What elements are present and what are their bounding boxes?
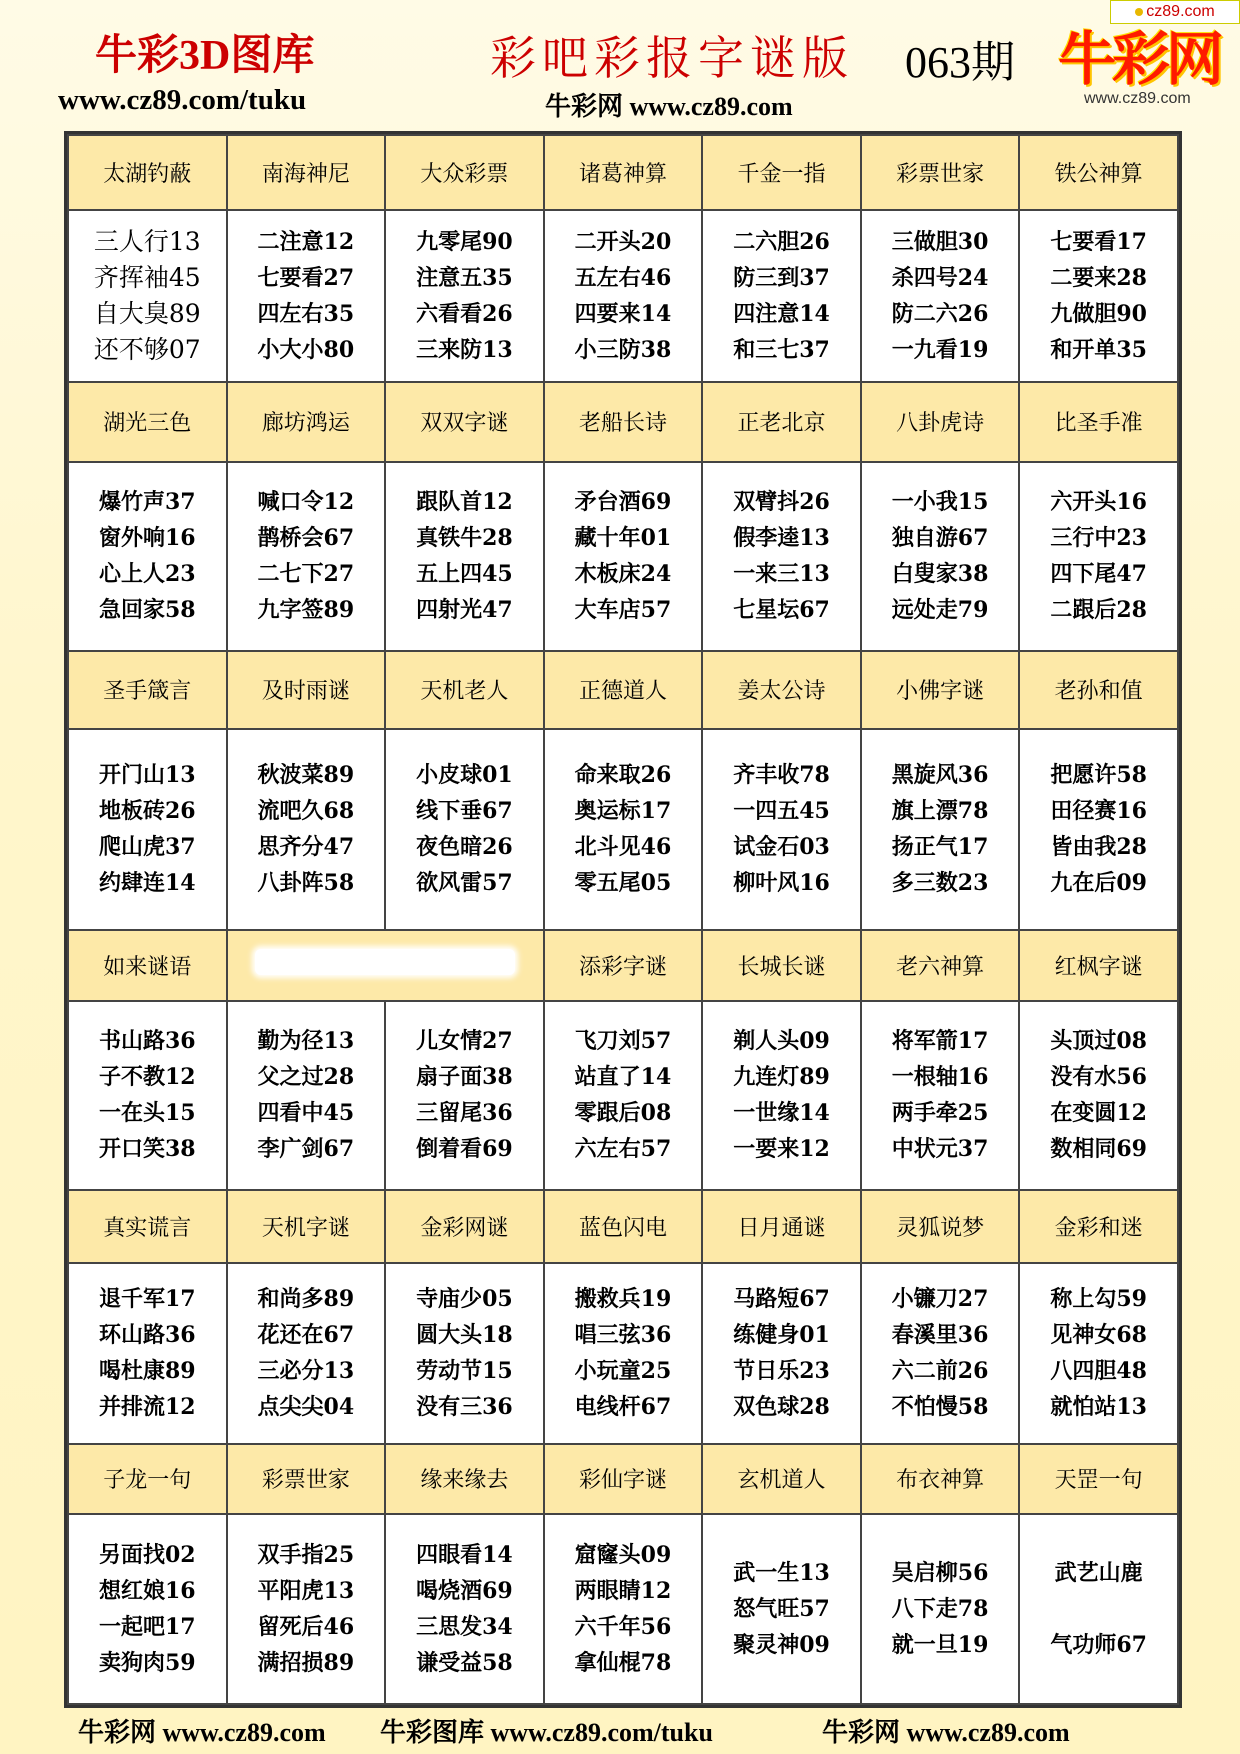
riddle-line: 防二六26 xyxy=(891,301,989,327)
riddle-line: 小玩童25 xyxy=(574,1358,672,1385)
riddle-line: 四看中45 xyxy=(257,1100,355,1127)
riddle-line: 扇子面38 xyxy=(416,1064,513,1091)
riddle-cell xyxy=(861,210,1020,381)
riddle-line: 白叟家38 xyxy=(891,561,989,588)
riddle-line: 注意五35 xyxy=(416,265,513,291)
riddle-line: 并排流12 xyxy=(98,1394,196,1421)
column-title: 彩票世家 xyxy=(227,1444,386,1515)
riddle-line: 就怕站13 xyxy=(1050,1394,1147,1421)
riddle-line: 六开头16 xyxy=(1050,489,1147,516)
page-header xyxy=(0,0,1240,125)
riddle-line: 没有水56 xyxy=(1050,1064,1147,1091)
column-title: 子龙一句 xyxy=(68,1444,227,1515)
riddle-line: 三必分13 xyxy=(257,1358,355,1385)
riddle-line: 二六胆26 xyxy=(733,229,830,255)
riddle-line: 满招损89 xyxy=(257,1650,355,1677)
riddle-line: 另面找02 xyxy=(98,1542,196,1569)
column-title: 小佛字谜 xyxy=(861,651,1020,729)
riddle-line: 小三防38 xyxy=(574,337,672,363)
logo-wordmark: 牛彩网 xyxy=(1058,25,1221,93)
riddle-line: 三行中23 xyxy=(1050,525,1147,552)
riddle-line: 双臂抖26 xyxy=(733,489,830,516)
riddle-line: 书山路36 xyxy=(98,1028,196,1055)
column-title: 彩票世家 xyxy=(861,135,1020,210)
riddle-cell xyxy=(385,729,544,930)
riddle-line: 唱三弦36 xyxy=(574,1322,672,1349)
riddle-line: 秋波菜89 xyxy=(257,762,355,789)
column-title: 天罡一句 xyxy=(1019,1444,1178,1515)
riddle-line: 两手牵25 xyxy=(891,1100,989,1127)
riddle-line: 把愿许58 xyxy=(1050,762,1147,789)
riddle-line: 喊口令12 xyxy=(257,489,355,516)
riddle-line: 三留尾36 xyxy=(416,1100,513,1127)
riddle-cell xyxy=(544,729,703,930)
brand-url[interactable]: www.cz89.com/tuku xyxy=(58,84,307,116)
brand-title: 牛彩3D图库 xyxy=(95,33,315,79)
riddle-line: 二要来28 xyxy=(1050,265,1147,291)
riddle-line: 爆竹声37 xyxy=(98,489,196,516)
section-title-row xyxy=(68,651,1178,729)
riddle-line: 九字签89 xyxy=(257,597,355,624)
riddle-line: 武一生13 xyxy=(733,1560,830,1587)
riddle-line: 儿女情27 xyxy=(416,1028,513,1055)
riddle-content-row xyxy=(68,1001,1178,1191)
riddle-content-row xyxy=(68,462,1178,652)
riddle-cell xyxy=(227,1001,386,1191)
riddle-line: 三思发34 xyxy=(416,1614,513,1641)
riddle-line xyxy=(1020,1591,1177,1627)
riddle-cell xyxy=(1019,462,1178,652)
riddle-line: 武艺山鹿 xyxy=(1054,1560,1143,1587)
riddle-line: 九零尾90 xyxy=(416,229,513,255)
riddle-cell xyxy=(1019,1514,1178,1704)
riddle-line: 黑旋风36 xyxy=(891,762,989,789)
riddle-cell xyxy=(385,210,544,381)
riddle-line: 跟队首12 xyxy=(416,489,513,516)
riddle-line: 八四胆48 xyxy=(1050,1358,1147,1385)
riddle-cell xyxy=(1019,1263,1178,1443)
riddle-line: 杀四号24 xyxy=(891,265,989,291)
riddle-line: 花还在67 xyxy=(257,1322,355,1349)
column-title: 及时雨谜 xyxy=(227,651,386,729)
riddle-line: 就一旦19 xyxy=(891,1632,989,1659)
riddle-line: 喝烧酒69 xyxy=(416,1578,513,1605)
column-title: 如来谜语 xyxy=(68,930,227,1001)
riddle-cell xyxy=(68,1001,227,1191)
column-title: 铁公神算 xyxy=(1019,135,1178,210)
riddle-line: 卖狗肉59 xyxy=(98,1650,196,1677)
column-title: 老六神算 xyxy=(861,930,1020,1001)
riddle-line: 电线杆67 xyxy=(574,1394,672,1421)
riddle-line: 剃人头09 xyxy=(733,1028,830,1055)
riddle-line: 奥运标17 xyxy=(574,798,672,825)
footer-link-middle[interactable]: 牛彩图库 www.cz89.com/tuku xyxy=(380,1718,713,1747)
column-title: 老船长诗 xyxy=(544,382,703,462)
riddle-cell xyxy=(385,1514,544,1704)
riddle-line: 寺庙少05 xyxy=(416,1286,513,1313)
riddle-cell xyxy=(1019,1001,1178,1191)
column-title: 比圣手准 xyxy=(1019,382,1178,462)
riddle-line: 七要看17 xyxy=(1050,229,1147,255)
riddle-cell xyxy=(702,462,861,652)
riddle-line: 头顶过08 xyxy=(1050,1028,1147,1055)
riddle-line: 见神女68 xyxy=(1050,1322,1147,1349)
riddle-line: 九连灯89 xyxy=(733,1064,830,1091)
riddle-line: 将军箭17 xyxy=(891,1028,989,1055)
column-title: 大众彩票 xyxy=(385,135,544,210)
column-title: 布衣神算 xyxy=(861,1444,1020,1515)
column-title: 湖光三色 xyxy=(68,382,227,462)
riddle-line: 不怕慢58 xyxy=(891,1394,989,1421)
site-logo[interactable] xyxy=(1048,12,1238,114)
column-title: 廊坊鸿运 xyxy=(227,382,386,462)
riddle-line: 中状元37 xyxy=(891,1136,989,1163)
riddle-line: 四注意14 xyxy=(733,301,830,327)
riddle-line: 七星坛67 xyxy=(733,597,830,624)
riddle-line: 九做胆90 xyxy=(1050,301,1147,327)
riddle-line: 和开单35 xyxy=(1050,337,1147,363)
riddle-line: 飞刀刘57 xyxy=(574,1028,672,1055)
riddle-cell xyxy=(227,1514,386,1704)
riddle-content-row xyxy=(68,210,1178,381)
riddle-line: 气功师67 xyxy=(1050,1632,1147,1659)
riddle-line: 聚灵神09 xyxy=(733,1632,830,1659)
riddle-line: 喝杜康89 xyxy=(98,1358,196,1385)
column-title: 日月通谜 xyxy=(702,1190,861,1263)
riddle-line: 和尚多89 xyxy=(257,1286,355,1313)
riddle-line: 心上人23 xyxy=(98,561,196,588)
riddle-line: 在变圆12 xyxy=(1050,1100,1147,1127)
column-title: 天机字谜 xyxy=(227,1190,386,1263)
riddle-line: 环山路36 xyxy=(98,1322,196,1349)
riddle-cell xyxy=(544,1001,703,1191)
riddle-cell xyxy=(385,1263,544,1443)
column-title: 南海神尼 xyxy=(227,135,386,210)
riddle-line: 旗上漂78 xyxy=(891,798,989,825)
riddle-cell xyxy=(861,462,1020,652)
section-title-row xyxy=(68,1190,1178,1263)
riddle-line: 鹊桥会67 xyxy=(257,525,355,552)
riddle-line: 一四五45 xyxy=(733,798,830,825)
riddle-cell xyxy=(702,1514,861,1704)
riddle-line: 一来三13 xyxy=(733,561,830,588)
riddle-line: 四要来14 xyxy=(574,301,672,327)
column-title: 正德道人 xyxy=(544,651,703,729)
edition-title: 彩吧彩报字谜版 xyxy=(490,31,854,85)
riddle-line: 五左右46 xyxy=(574,265,672,291)
riddle-line: 齐丰收78 xyxy=(733,762,830,789)
riddle-line: 二注意12 xyxy=(257,229,355,255)
riddle-line: 自大臭89 xyxy=(93,299,201,328)
riddle-line: 点尖尖04 xyxy=(257,1394,355,1421)
footer-link-right[interactable]: 牛彩网 www.cz89.com xyxy=(822,1718,1070,1747)
riddle-line: 六千年56 xyxy=(574,1614,672,1641)
column-title: 千金一指 xyxy=(702,135,861,210)
riddle-line: 八卦阵58 xyxy=(257,870,355,897)
riddle-line: 一小我15 xyxy=(891,489,989,516)
riddle-line: 急回家58 xyxy=(98,597,196,624)
riddle-cell xyxy=(1019,729,1178,930)
riddle-line: 平阳虎13 xyxy=(257,1578,355,1605)
section-title-row xyxy=(68,930,1178,1001)
column-title: 八卦虎诗 xyxy=(861,382,1020,462)
riddle-line: 柳叶风16 xyxy=(733,870,830,897)
riddle-line: 拿仙棍78 xyxy=(574,1650,672,1677)
column-title: 添彩字谜 xyxy=(544,930,703,1001)
riddle-line: 北斗见46 xyxy=(574,834,672,861)
riddle-line: 吴启柳56 xyxy=(891,1560,989,1587)
riddle-line: 小皮球01 xyxy=(416,762,513,789)
redaction-mark xyxy=(255,949,515,975)
riddle-line: 田径赛16 xyxy=(1050,798,1147,825)
riddle-cell xyxy=(861,1263,1020,1443)
riddle-line: 双色球28 xyxy=(733,1394,830,1421)
riddle-line: 没有三36 xyxy=(416,1394,513,1421)
riddle-cell xyxy=(861,1001,1020,1191)
riddle-line: 节日乐23 xyxy=(733,1358,830,1385)
column-title: 长城长谜 xyxy=(702,930,861,1001)
riddle-line: 怒气旺57 xyxy=(733,1596,830,1623)
column-title: 诸葛神算 xyxy=(544,135,703,210)
riddle-line: 一根轴16 xyxy=(891,1064,989,1091)
riddle-line: 六左右57 xyxy=(574,1136,672,1163)
riddle-line: 矛台酒69 xyxy=(574,489,672,516)
riddle-cell xyxy=(227,729,386,930)
riddle-line: 零跟后08 xyxy=(574,1100,672,1127)
redacted-title-area xyxy=(227,930,544,1001)
riddle-line: 数相同69 xyxy=(1050,1136,1147,1163)
riddle-line: 齐挥袖45 xyxy=(93,263,201,292)
riddle-line: 一九看19 xyxy=(891,337,989,363)
riddle-line: 倒着看69 xyxy=(416,1136,513,1163)
column-title: 姜太公诗 xyxy=(702,651,861,729)
riddle-line: 试金石03 xyxy=(733,834,830,861)
column-title: 红枫字谜 xyxy=(1019,930,1178,1001)
column-title: 金彩和迷 xyxy=(1019,1190,1178,1263)
riddle-line: 藏十年01 xyxy=(574,525,672,552)
riddle-line: 七要看27 xyxy=(257,265,355,291)
column-title: 玄机道人 xyxy=(702,1444,861,1515)
riddle-cell xyxy=(702,1001,861,1191)
riddle-content-row xyxy=(68,729,1178,930)
riddle-cell xyxy=(385,1001,544,1191)
riddle-cell xyxy=(68,729,227,930)
column-title: 双双字谜 xyxy=(385,382,544,462)
column-title: 彩仙字谜 xyxy=(544,1444,703,1515)
section-title-row xyxy=(68,1444,1178,1515)
riddle-line: 退千军17 xyxy=(98,1286,196,1313)
riddle-table xyxy=(67,134,1179,1705)
riddle-cell xyxy=(544,1514,703,1704)
riddle-line: 四眼看14 xyxy=(416,1542,513,1569)
riddle-cell xyxy=(544,462,703,652)
riddle-line: 称上勾59 xyxy=(1050,1286,1147,1313)
riddle-line: 八下走78 xyxy=(891,1596,989,1623)
riddle-line: 命来取26 xyxy=(574,762,672,789)
riddle-line: 圆大头18 xyxy=(416,1322,513,1349)
riddle-line: 零五尾05 xyxy=(574,870,672,897)
riddle-line: 谦受益58 xyxy=(416,1650,513,1677)
riddle-line: 留死后46 xyxy=(257,1614,355,1641)
corner-badge: cz89.com xyxy=(1110,0,1240,24)
logo-url: www.cz89.com xyxy=(1084,90,1191,107)
riddle-line: 想红娘16 xyxy=(98,1578,196,1605)
riddle-line: 真铁牛28 xyxy=(416,525,513,552)
riddle-line: 二跟后28 xyxy=(1050,597,1147,624)
column-title: 灵狐说梦 xyxy=(861,1190,1020,1263)
riddle-line: 一要来12 xyxy=(733,1136,830,1163)
riddle-line: 春溪里36 xyxy=(891,1322,989,1349)
riddle-line: 思齐分47 xyxy=(257,834,355,861)
riddle-line: 六二前26 xyxy=(891,1358,989,1385)
section-title-row xyxy=(68,135,1178,210)
riddle-line: 欲风雷57 xyxy=(416,870,513,897)
riddle-line: 和三七37 xyxy=(733,337,830,363)
column-title: 圣手箴言 xyxy=(68,651,227,729)
section-title-row xyxy=(68,382,1178,462)
riddle-line: 练健身01 xyxy=(733,1322,830,1349)
riddle-line: 二七下27 xyxy=(257,561,355,588)
riddle-line: 三人行13 xyxy=(93,227,201,256)
riddle-line: 远处走79 xyxy=(891,597,989,624)
site-url[interactable]: 牛彩网 www.cz89.com xyxy=(545,92,793,121)
column-title: 金彩网谜 xyxy=(385,1190,544,1263)
issue-number: 063期 xyxy=(905,38,1015,87)
riddle-line: 二开头20 xyxy=(574,229,672,255)
riddle-cell xyxy=(861,729,1020,930)
column-title: 正老北京 xyxy=(702,382,861,462)
riddle-line: 假李逵13 xyxy=(733,525,830,552)
riddle-line: 一在头15 xyxy=(98,1100,196,1127)
column-title: 缘来缘去 xyxy=(385,1444,544,1515)
footer-link-left[interactable]: 牛彩网 www.cz89.com xyxy=(78,1718,326,1747)
riddle-line: 李广剑67 xyxy=(257,1136,355,1163)
riddle-cell xyxy=(544,1263,703,1443)
riddle-line: 皆由我28 xyxy=(1050,834,1147,861)
riddle-line: 搬救兵19 xyxy=(574,1286,672,1313)
riddle-line: 还不够07 xyxy=(93,335,201,364)
riddle-line: 站直了14 xyxy=(574,1064,672,1091)
riddle-line: 夜色暗26 xyxy=(416,834,513,861)
riddle-cell xyxy=(227,1263,386,1443)
riddle-line: 小镰刀27 xyxy=(891,1286,989,1313)
riddle-line: 一起吧17 xyxy=(98,1614,196,1641)
riddle-line: 独自游67 xyxy=(891,525,989,552)
riddle-line: 大车店57 xyxy=(574,597,672,624)
riddle-line: 地板砖26 xyxy=(98,798,196,825)
riddle-line: 三来防13 xyxy=(416,337,513,363)
riddle-content-row xyxy=(68,1263,1178,1443)
riddle-line: 窟窿头09 xyxy=(574,1542,672,1569)
riddle-line: 一世缘14 xyxy=(733,1100,830,1127)
riddle-line: 多三数23 xyxy=(891,870,989,897)
riddle-line: 扬正气17 xyxy=(891,834,989,861)
riddle-cell xyxy=(1019,210,1178,381)
column-title: 天机老人 xyxy=(385,651,544,729)
riddle-line: 开口笑38 xyxy=(98,1136,196,1163)
riddle-cell xyxy=(68,1263,227,1443)
riddle-line: 双手指25 xyxy=(257,1542,355,1569)
riddle-cell xyxy=(68,210,227,381)
riddle-line: 九在后09 xyxy=(1050,870,1147,897)
riddle-line: 木板床24 xyxy=(574,561,672,588)
riddle-line: 四左右35 xyxy=(257,301,355,327)
riddle-line: 线下垂67 xyxy=(416,798,513,825)
column-title: 真实谎言 xyxy=(68,1190,227,1263)
riddle-cell xyxy=(385,462,544,652)
riddle-line: 四下尾47 xyxy=(1050,561,1147,588)
riddle-line: 劳动节15 xyxy=(416,1358,513,1385)
column-title: 太湖钓蔽 xyxy=(68,135,227,210)
riddle-line: 六看看26 xyxy=(416,301,513,327)
riddle-line: 勤为径13 xyxy=(257,1028,355,1055)
riddle-line: 防三到37 xyxy=(733,265,830,291)
riddle-line: 约肆连14 xyxy=(98,870,196,897)
riddle-line: 子不教12 xyxy=(98,1064,196,1091)
riddle-line: 流吧久68 xyxy=(257,798,355,825)
riddle-line: 小大小80 xyxy=(257,337,355,363)
riddle-line: 马路短67 xyxy=(733,1286,830,1313)
riddle-cell xyxy=(861,1514,1020,1704)
riddle-cell xyxy=(68,462,227,652)
riddle-cell xyxy=(702,210,861,381)
riddle-line: 爬山虎37 xyxy=(98,834,196,861)
riddle-line: 五上四45 xyxy=(416,561,513,588)
riddle-cell xyxy=(68,1514,227,1704)
riddle-content-row xyxy=(68,1514,1178,1704)
riddle-line: 两眼睛12 xyxy=(574,1578,672,1605)
riddle-line: 窗外响16 xyxy=(98,525,196,552)
riddle-grid xyxy=(64,131,1182,1708)
riddle-line: 三做胆30 xyxy=(891,229,989,255)
riddle-line: 父之过28 xyxy=(257,1064,355,1091)
column-title: 老孙和值 xyxy=(1019,651,1178,729)
riddle-cell xyxy=(702,1263,861,1443)
riddle-line: 四射光47 xyxy=(416,597,513,624)
page-footer xyxy=(0,1712,1240,1752)
riddle-line: 开门山13 xyxy=(98,762,196,789)
column-title: 蓝色闪电 xyxy=(544,1190,703,1263)
riddle-cell xyxy=(702,729,861,930)
riddle-cell xyxy=(544,210,703,381)
riddle-cell xyxy=(227,210,386,381)
riddle-cell xyxy=(227,462,386,652)
